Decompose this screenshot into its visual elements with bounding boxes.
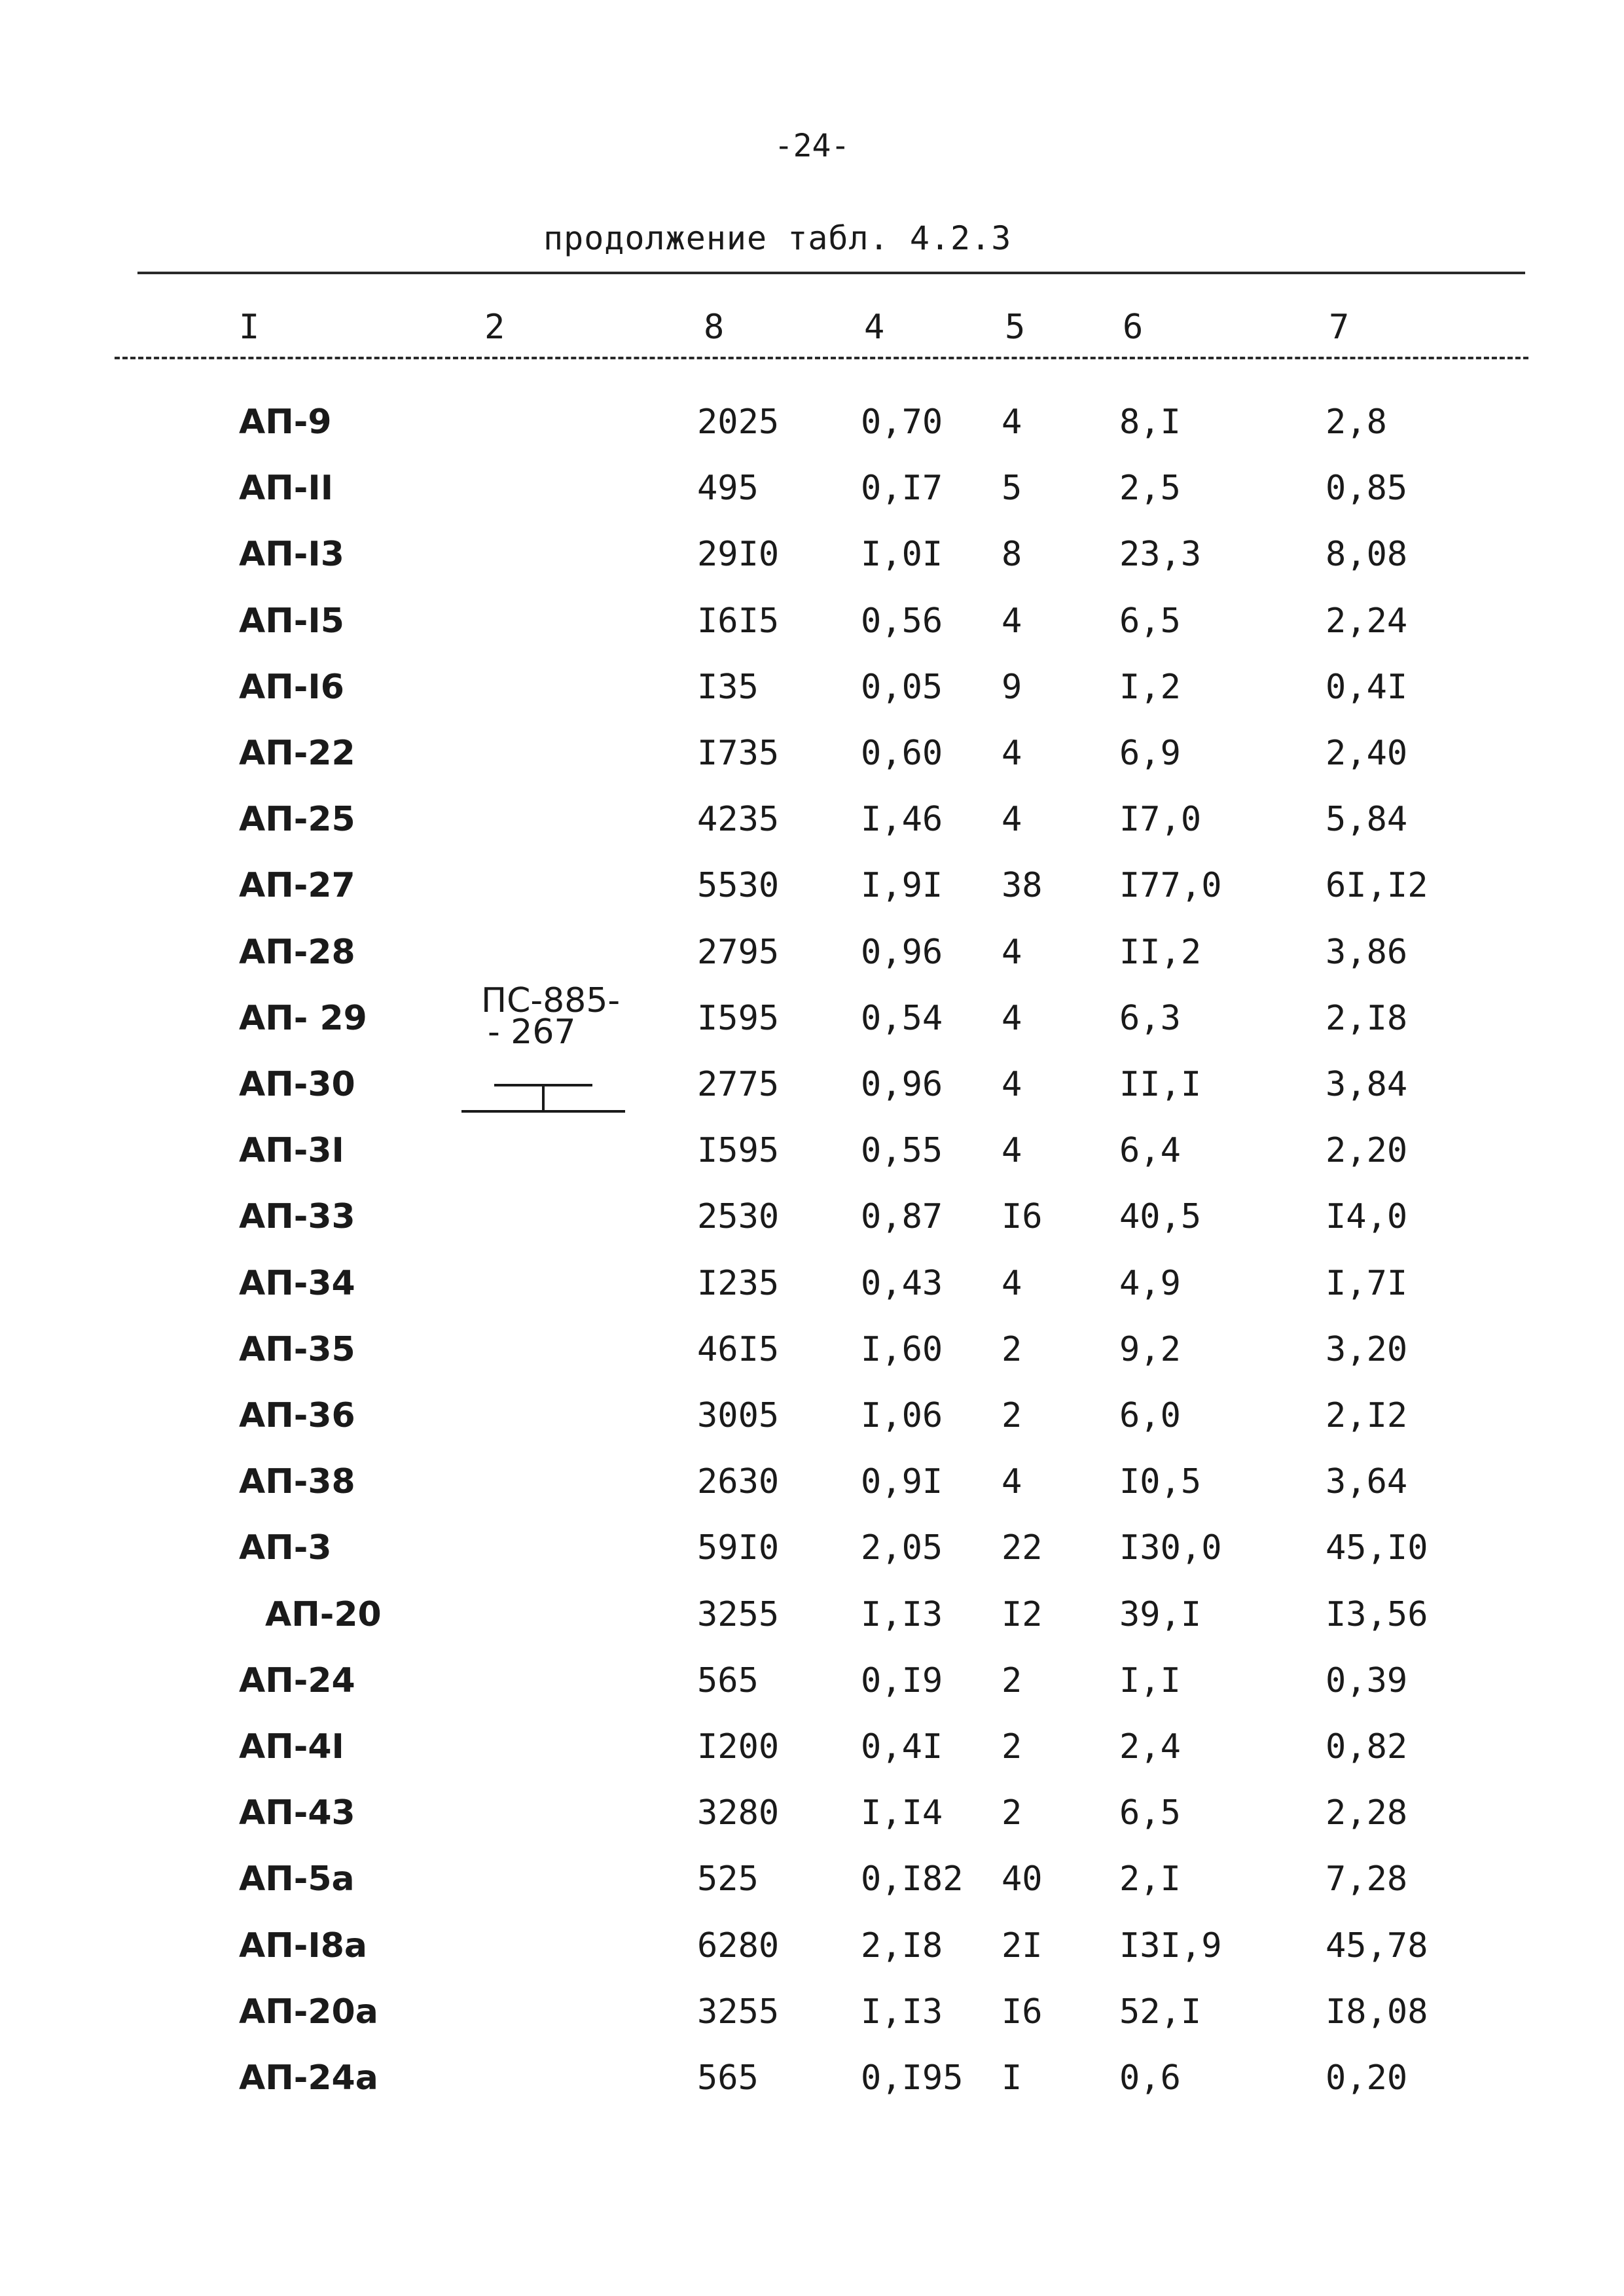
cell-c1: АП-I6 (239, 667, 344, 707)
cell-c6: 6,9 (1119, 734, 1181, 773)
cell-c3: 46I5 (697, 1329, 780, 1369)
cell-c7: I,7I (1326, 1263, 1408, 1303)
cell-c7: 2,20 (1326, 1131, 1408, 1171)
cell-c6: 6,5 (1119, 1793, 1181, 1833)
cell-c4: I,60 (861, 1329, 943, 1369)
cell-c1: АП-24 (239, 1660, 355, 1700)
table-row (0, 1264, 1624, 1329)
cell-c1: АП-27 (239, 866, 355, 906)
cell-c4: I,I4 (861, 1793, 943, 1833)
cell-c3: 565 (697, 1660, 759, 1700)
table-row (0, 933, 1624, 998)
cell-c7: 2,I2 (1326, 1396, 1408, 1435)
cell-c3: 2025 (697, 403, 780, 442)
cell-c3: I200 (697, 1727, 780, 1767)
cell-c1: АП-36 (239, 1396, 355, 1435)
group-note (481, 981, 621, 1052)
cell-c3: 59I0 (697, 1528, 780, 1568)
cell-c1: АП-3I (239, 1131, 344, 1171)
cell-c6: I77,0 (1119, 866, 1222, 906)
table-row (0, 535, 1624, 600)
cell-c1: АП-35 (239, 1329, 355, 1369)
cell-c5: 2 (1001, 1329, 1022, 1369)
cell-c7: 2,24 (1326, 601, 1408, 641)
header-col-7: 7 (1329, 308, 1350, 347)
cell-c7: 3,64 (1326, 1462, 1408, 1502)
cell-c6: 6,3 (1119, 998, 1181, 1038)
cell-c7: 2,8 (1326, 403, 1387, 442)
cell-c3: I235 (697, 1263, 780, 1303)
cell-c6: 23,3 (1119, 535, 1202, 575)
cell-c4: 2,I8 (861, 1926, 943, 1965)
cell-c7: 0,82 (1326, 1727, 1408, 1767)
cell-c3: 29I0 (697, 535, 780, 575)
cell-c7: 8,08 (1326, 535, 1408, 575)
cell-c1: АП-4I (239, 1727, 344, 1767)
cell-c6: 2,4 (1119, 1727, 1181, 1767)
cell-c7: I4,0 (1326, 1197, 1408, 1237)
cell-c7: 3,84 (1326, 1065, 1408, 1104)
cell-c1: АП- 29 (239, 998, 367, 1038)
cell-c1: АП-9 (239, 403, 332, 442)
cell-c5: 8 (1001, 535, 1022, 575)
cell-c6: 0,6 (1119, 2058, 1181, 2098)
cell-c3: 3255 (697, 1594, 780, 1634)
cell-c1: АП-33 (239, 1197, 355, 1237)
cell-c5: I (1001, 2058, 1022, 2098)
table-row (0, 800, 1624, 865)
cell-c3: 525 (697, 1859, 759, 1899)
cell-c7: 2,40 (1326, 734, 1408, 773)
cell-c4: 0,9I (861, 1462, 943, 1502)
cell-c5: 4 (1001, 1131, 1022, 1171)
table-row (0, 1131, 1624, 1196)
table-row (0, 668, 1624, 733)
group-note-line2: - 267 (488, 1013, 576, 1052)
page-number: -24- (774, 128, 850, 164)
header-col-2: 2 (484, 308, 505, 347)
cell-c7: 3,86 (1326, 932, 1408, 972)
cell-c3: 565 (697, 2058, 759, 2098)
cell-c6: I0,5 (1119, 1462, 1202, 1502)
cell-c5: 4 (1001, 1263, 1022, 1303)
cell-c4: I,9I (861, 866, 943, 906)
cell-c4: 0,4I (861, 1727, 943, 1767)
table-row (0, 1595, 1624, 1660)
header-col-1: I (239, 308, 260, 347)
cell-c5: 4 (1001, 734, 1022, 773)
cell-c7: 3,20 (1326, 1329, 1408, 1369)
header-col-4: 4 (864, 308, 885, 347)
cell-c6: 6,0 (1119, 1396, 1181, 1435)
cell-c3: 3005 (697, 1396, 780, 1435)
cell-c3: I6I5 (697, 601, 780, 641)
cell-c1: АП-II (239, 469, 334, 509)
cell-c5: 5 (1001, 469, 1022, 509)
cell-c3: 2530 (697, 1197, 780, 1237)
cell-c7: 0,85 (1326, 469, 1408, 509)
cell-c6: I30,0 (1119, 1528, 1222, 1568)
cell-c5: 4 (1001, 932, 1022, 972)
cell-c7: 0,20 (1326, 2058, 1408, 2098)
table-row (0, 469, 1624, 534)
cell-c5: 9 (1001, 667, 1022, 707)
table-top-rule (137, 272, 1525, 274)
cell-c5: 4 (1001, 403, 1022, 442)
cell-c1: АП-30 (239, 1065, 355, 1104)
table-row (0, 1926, 1624, 1992)
cell-c7: 2,I8 (1326, 998, 1408, 1038)
cell-c3: 3280 (697, 1793, 780, 1833)
cell-c6: 4,9 (1119, 1263, 1181, 1303)
cell-c3: I35 (697, 667, 759, 707)
cell-c5: 2 (1001, 1727, 1022, 1767)
cell-c7: I3,56 (1326, 1594, 1428, 1634)
cell-c1: АП-20 (265, 1594, 382, 1634)
cell-c6: I,I (1119, 1660, 1181, 1700)
cell-c1: АП-34 (239, 1263, 355, 1303)
cell-c6: 40,5 (1119, 1197, 1202, 1237)
header-col-5: 5 (1005, 308, 1026, 347)
cell-c5: I2 (1001, 1594, 1043, 1634)
cell-c5: I6 (1001, 1197, 1043, 1237)
cell-c4: I,46 (861, 800, 943, 840)
cell-c6: 2,I (1119, 1859, 1181, 1899)
table-row (0, 1330, 1624, 1395)
cell-c6: 52,I (1119, 1992, 1202, 2032)
cell-c4: 2,05 (861, 1528, 943, 1568)
cell-c4: 0,I82 (861, 1859, 964, 1899)
cell-c5: 4 (1001, 800, 1022, 840)
cell-c6: 9,2 (1119, 1329, 1181, 1369)
header-col-3: 8 (704, 308, 725, 347)
cell-c4: 0,56 (861, 601, 943, 641)
cell-c6: I7,0 (1119, 800, 1202, 840)
bracket-mark (458, 1080, 628, 1119)
table-row (0, 1727, 1624, 1793)
cell-c4: 0,70 (861, 403, 943, 442)
cell-c1: АП-28 (239, 932, 355, 972)
table-row (0, 2058, 1624, 2124)
table-row (0, 999, 1624, 1064)
cell-c5: 2 (1001, 1793, 1022, 1833)
table-row (0, 1396, 1624, 1462)
cell-c7: I8,08 (1326, 1992, 1428, 2032)
cell-c3: 5530 (697, 866, 780, 906)
cell-c4: I,0I (861, 535, 943, 575)
cell-c3: 495 (697, 469, 759, 509)
cell-c1: АП-3 (239, 1528, 332, 1568)
cell-c7: 0,4I (1326, 667, 1408, 707)
cell-c1: АП-20а (239, 1992, 378, 2032)
table-row (0, 1462, 1624, 1528)
cell-c5: 2I (1001, 1926, 1043, 1965)
cell-c4: 0,I7 (861, 469, 943, 509)
cell-c1: АП-24а (239, 2058, 378, 2098)
cell-c4: 0,87 (861, 1197, 943, 1237)
cell-c4: 0,54 (861, 998, 943, 1038)
cell-c4: 0,05 (861, 667, 943, 707)
table-row (0, 866, 1624, 931)
cell-c4: 0,96 (861, 1065, 943, 1104)
cell-c5: 40 (1001, 1859, 1043, 1899)
table-row (0, 1992, 1624, 2058)
cell-c5: 38 (1001, 866, 1043, 906)
table-row (0, 1065, 1624, 1130)
cell-c7: 0,39 (1326, 1660, 1408, 1700)
cell-c3: I595 (697, 1131, 780, 1171)
cell-c5: 4 (1001, 1462, 1022, 1502)
cell-c4: I,I3 (861, 1992, 943, 2032)
table-row (0, 1528, 1624, 1594)
cell-c6: II,I (1119, 1065, 1202, 1104)
cell-c4: 0,43 (861, 1263, 943, 1303)
cell-c5: 22 (1001, 1528, 1043, 1568)
cell-c4: 0,55 (861, 1131, 943, 1171)
cell-c4: 0,I95 (861, 2058, 964, 2098)
cell-c3: 2630 (697, 1462, 780, 1502)
group-note-line1: ПС-885- (481, 981, 621, 1020)
cell-c4: I,I3 (861, 1594, 943, 1634)
cell-c7: 45,I0 (1326, 1528, 1428, 1568)
cell-c3: 2795 (697, 932, 780, 972)
cell-c3: 2775 (697, 1065, 780, 1104)
cell-c6: I,2 (1119, 667, 1181, 707)
cell-c1: АП-25 (239, 800, 355, 840)
cell-c4: I,06 (861, 1396, 943, 1435)
table-row (0, 1661, 1624, 1727)
cell-c6: 6,4 (1119, 1131, 1181, 1171)
cell-c5: I6 (1001, 1992, 1043, 2032)
cell-c4: 0,I9 (861, 1660, 943, 1700)
cell-c3: 3255 (697, 1992, 780, 2032)
cell-c3: I595 (697, 998, 780, 1038)
cell-c1: АП-38 (239, 1462, 355, 1502)
cell-c7: 5,84 (1326, 800, 1408, 840)
cell-c4: 0,96 (861, 932, 943, 972)
cell-c4: 0,60 (861, 734, 943, 773)
cell-c1: АП-22 (239, 734, 355, 773)
header-col-6: 6 (1123, 308, 1144, 347)
cell-c7: 6I,I2 (1326, 866, 1428, 906)
table-row (0, 1197, 1624, 1263)
table-row (0, 601, 1624, 667)
table-row (0, 403, 1624, 468)
cell-c1: АП-43 (239, 1793, 355, 1833)
cell-c6: 39,I (1119, 1594, 1202, 1634)
table-caption: продолжение табл. 4.2.3 (543, 219, 1012, 257)
cell-c6: I3I,9 (1119, 1926, 1222, 1965)
table-row (0, 734, 1624, 799)
cell-c5: 2 (1001, 1396, 1022, 1435)
cell-c5: 4 (1001, 1065, 1022, 1104)
cell-c6: II,2 (1119, 932, 1202, 972)
cell-c3: 4235 (697, 800, 780, 840)
cell-c3: 6280 (697, 1926, 780, 1965)
cell-c6: 2,5 (1119, 469, 1181, 509)
cell-c7: 2,28 (1326, 1793, 1408, 1833)
cell-c1: АП-I8а (239, 1926, 367, 1965)
cell-c1: АП-I5 (239, 601, 344, 641)
cell-c6: 8,I (1119, 403, 1181, 442)
cell-c5: 2 (1001, 1660, 1022, 1700)
cell-c6: 6,5 (1119, 601, 1181, 641)
cell-c7: 45,78 (1326, 1926, 1428, 1965)
cell-c7: 7,28 (1326, 1859, 1408, 1899)
cell-c1: АП-5а (239, 1859, 355, 1899)
header-bottom-rule (115, 357, 1528, 359)
cell-c5: 4 (1001, 601, 1022, 641)
cell-c5: 4 (1001, 998, 1022, 1038)
table-row (0, 1859, 1624, 1925)
cell-c3: I735 (697, 734, 780, 773)
cell-c1: АП-I3 (239, 535, 344, 575)
table-row (0, 1793, 1624, 1859)
